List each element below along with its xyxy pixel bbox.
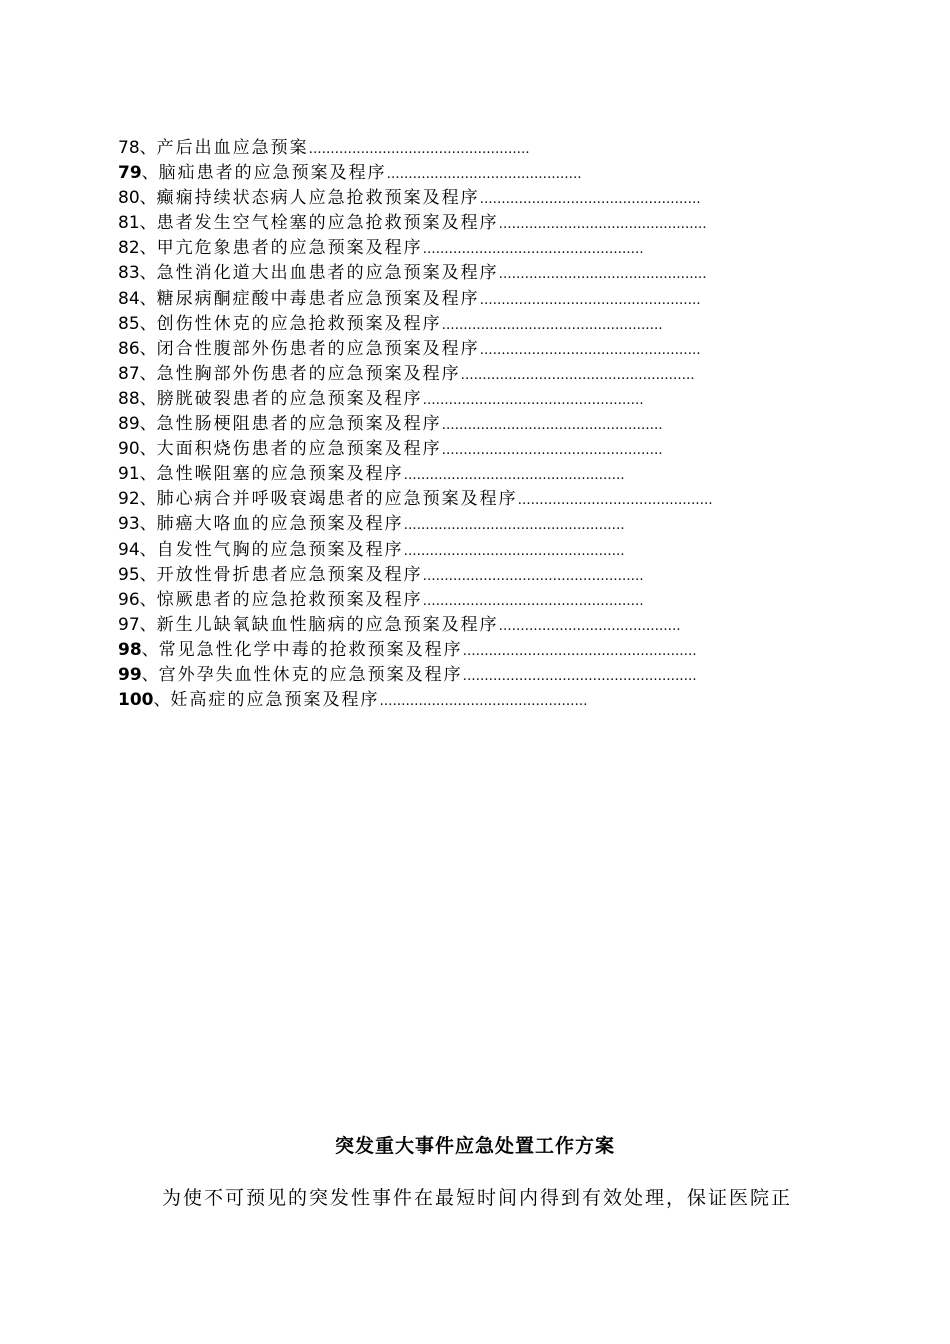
toc-entry-leader: …………………………………………… [479, 292, 701, 308]
toc-entry-number: 94 [118, 539, 140, 560]
toc-entry-number: 88 [118, 388, 140, 409]
toc-entry-leader: ……………………………………………… [462, 643, 697, 659]
toc-entry-leader: …………………………………………… [308, 142, 530, 157]
toc-entry [118, 412, 838, 437]
toc-entry-number: 83 [118, 263, 140, 284]
toc-entry-number: 86 [118, 338, 140, 359]
toc-entry-separator: 、 [141, 639, 159, 660]
toc-entry-separator: 、 [139, 238, 157, 259]
toc-entry [118, 186, 838, 211]
toc-entry [118, 387, 838, 412]
toc-entry-number: 80 [118, 188, 140, 209]
toc-entry-number: 79 [118, 163, 142, 184]
toc-entry-title: 膀胱破裂患者的应急预案及程序 [156, 388, 423, 409]
toc-entry-separator: 、 [139, 338, 157, 359]
toc-entry [118, 161, 838, 186]
section-title: 突发重大事件应急处置工作方案 [334, 1135, 615, 1157]
toc-entry-title: 闭合性腹部外伤患者的应急预案及程序 [156, 338, 480, 359]
toc-entry [118, 287, 838, 312]
toc-entry [118, 337, 838, 362]
toc-entry-number: 78 [118, 138, 140, 158]
toc-entry-leader: …………………………………………… [422, 593, 644, 609]
toc-entry [118, 261, 838, 286]
toc-entry-separator: 、 [139, 464, 157, 485]
toc-entry-separator: 、 [139, 439, 157, 460]
toc-entry-separator: 、 [139, 313, 157, 334]
toc-entry-title: 急性肠梗阻患者的应急预案及程序 [156, 414, 442, 435]
toc-entry-separator: 、 [139, 614, 157, 635]
toc-entry-separator: 、 [139, 138, 157, 158]
toc-entry-separator: 、 [139, 564, 157, 585]
toc-entry-leader: …………………………………………… [403, 543, 625, 559]
toc-entry-title: 惊厥患者的应急抢救预案及程序 [156, 589, 423, 610]
toc-entry-title: 宫外孕失血性休克的应急预案及程序 [158, 664, 463, 685]
toc-entry-separator: 、 [139, 514, 157, 535]
toc-entry-number: 98 [118, 639, 142, 660]
toc-entry-leader: …………………………………………… [422, 242, 644, 258]
toc-entry [118, 487, 838, 512]
toc-entry-title: 甲亢危象患者的应急预案及程序 [156, 238, 423, 259]
toc-entry-leader: ………………………………………… [498, 267, 707, 283]
toc-entry-separator: 、 [139, 213, 157, 234]
toc-entry [118, 688, 838, 713]
toc-entry-title: 大面积烧伤患者的应急预案及程序 [156, 439, 442, 460]
table-of-contents [118, 136, 838, 713]
toc-entry-leader: …………………………………………… [422, 568, 644, 584]
toc-entry-number: 90 [118, 439, 140, 460]
toc-entry-leader: …………………………………………… [441, 317, 663, 333]
toc-entry-leader: ……………………………………… [517, 493, 713, 509]
toc-entry-number: 87 [118, 363, 140, 384]
toc-entry-leader: ……………………………………………… [462, 668, 697, 684]
toc-entry [118, 588, 838, 613]
toc-entry-leader: …………………………………………… [403, 468, 625, 484]
toc-entry-title: 糖尿病酮症酸中毒患者应急预案及程序 [156, 288, 480, 309]
toc-entry-title: 患者发生空气栓塞的应急抢救预案及程序 [156, 213, 499, 234]
toc-entry [118, 437, 838, 462]
toc-entry [118, 563, 838, 588]
toc-entry-title: 肺癌大咯血的应急预案及程序 [156, 514, 404, 535]
toc-entry-number: 85 [118, 313, 140, 334]
toc-entry-leader: ………………………………………… [498, 217, 707, 233]
toc-entry-title: 妊高症的应急预案及程序 [170, 690, 380, 711]
toc-entry-title: 新生儿缺氧缺血性脑病的应急预案及程序 [156, 614, 499, 635]
toc-entry-number: 92 [118, 489, 140, 510]
toc-entry-leader: …………………………………………… [441, 418, 663, 434]
toc-entry-leader: …………………………………… [498, 618, 681, 634]
toc-entry-leader: ……………………………………… [386, 167, 582, 183]
toc-entry [118, 362, 838, 387]
toc-entry-number: 95 [118, 564, 140, 585]
toc-entry-leader: …………………………………………… [479, 192, 701, 208]
toc-entry-number: 97 [118, 614, 140, 635]
toc-entry [118, 211, 838, 236]
toc-entry-leader: …………………………………………… [441, 443, 663, 459]
toc-entry-leader: …………………………………………… [479, 342, 701, 358]
toc-entry-number: 81 [118, 213, 140, 234]
toc-entry-leader: ………………………………………… [379, 694, 588, 710]
toc-entry-number: 100 [118, 690, 154, 711]
toc-entry-separator: 、 [141, 163, 159, 184]
toc-entry-leader: …………………………………………… [403, 518, 625, 534]
toc-entry [118, 462, 838, 487]
toc-entry [118, 638, 838, 663]
toc-entry [118, 538, 838, 563]
toc-entry-separator: 、 [139, 539, 157, 560]
toc-entry-number: 96 [118, 589, 140, 610]
toc-entry-title: 急性喉阻塞的应急预案及程序 [156, 464, 404, 485]
toc-entry-separator: 、 [153, 690, 171, 711]
toc-entry [118, 236, 838, 261]
toc-entry-separator: 、 [139, 363, 157, 384]
toc-entry-number: 84 [118, 288, 140, 309]
toc-entry-separator: 、 [139, 188, 157, 209]
toc-entry [118, 136, 838, 161]
toc-entry-separator: 、 [139, 589, 157, 610]
toc-entry-separator: 、 [139, 414, 157, 435]
toc-entry-separator: 、 [139, 288, 157, 309]
toc-entry-number: 89 [118, 414, 140, 435]
toc-entry-number: 93 [118, 514, 140, 535]
toc-entry [118, 512, 838, 537]
toc-entry-title: 产后出血应急预案 [156, 138, 309, 158]
toc-entry-title: 急性消化道大出血患者的应急预案及程序 [156, 263, 499, 284]
toc-entry-number: 99 [118, 664, 142, 685]
toc-entry-title: 开放性骨折患者应急预案及程序 [156, 564, 423, 585]
toc-entry-title: 创伤性休克的应急抢救预案及程序 [156, 313, 442, 334]
toc-entry-separator: 、 [141, 664, 159, 685]
toc-entry [118, 613, 838, 638]
toc-entry-title: 肺心病合并呼吸衰竭患者的应急预案及程序 [156, 489, 518, 510]
toc-entry-leader: ……………………………………………… [460, 367, 695, 383]
toc-entry-title: 急性胸部外伤患者的应急预案及程序 [156, 363, 461, 384]
toc-entry-title: 脑疝患者的应急预案及程序 [158, 163, 387, 184]
toc-entry-separator: 、 [139, 489, 157, 510]
section-paragraph: 为使不可预见的突发性事件在最短时间内得到有效处理，保证医院正 [162, 1187, 793, 1209]
toc-entry-title: 常见急性化学中毒的抢救预案及程序 [158, 639, 463, 660]
toc-entry-leader: …………………………………………… [422, 392, 644, 408]
toc-entry-title: 癫痫持续状态病人应急抢救预案及程序 [156, 188, 480, 209]
toc-entry [118, 663, 838, 688]
toc-entry-number: 82 [118, 238, 140, 259]
toc-entry-separator: 、 [139, 263, 157, 284]
toc-entry-separator: 、 [139, 388, 157, 409]
toc-entry-number: 91 [118, 464, 140, 485]
toc-entry [118, 312, 838, 337]
toc-entry-title: 自发性气胸的应急预案及程序 [156, 539, 404, 560]
